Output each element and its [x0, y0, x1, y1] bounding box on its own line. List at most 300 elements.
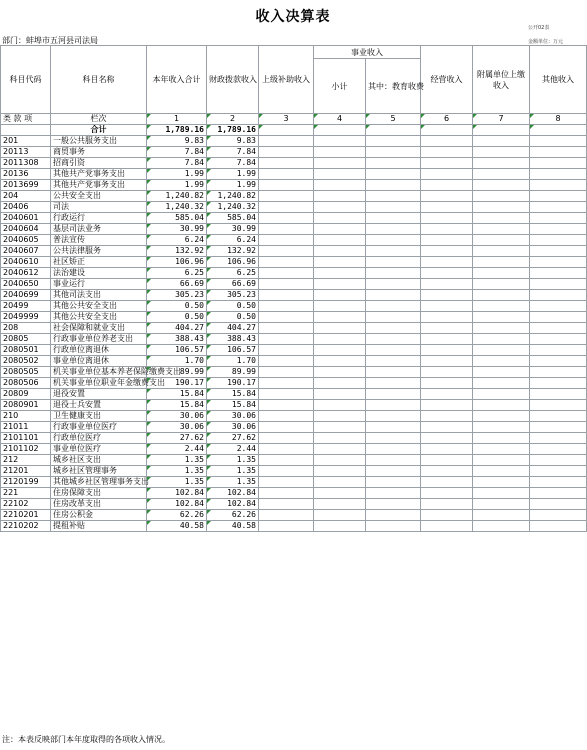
row-name: 行政单位医疗 [51, 433, 147, 444]
empty-cell [473, 257, 530, 268]
row-total: 1.35 [147, 477, 207, 488]
row-code: 212 [1, 455, 51, 466]
row-code: 2040607 [1, 246, 51, 257]
row-code: 2040699 [1, 290, 51, 301]
empty-cell [530, 191, 587, 202]
empty-cell [530, 477, 587, 488]
empty-cell [473, 411, 530, 422]
row-name: 事业单位医疗 [51, 444, 147, 455]
row-total: 1,240.32 [147, 202, 207, 213]
empty-cell [259, 499, 314, 510]
header-code: 科目代码 [1, 46, 51, 114]
row-total: 1,240.82 [147, 191, 207, 202]
table-row [1, 345, 587, 356]
row-fiscal: 102.84 [207, 499, 259, 510]
empty-cell [366, 158, 421, 169]
column-number-row [1, 114, 587, 125]
empty-cell [314, 499, 366, 510]
empty-cell [259, 312, 314, 323]
empty-cell [314, 257, 366, 268]
row-code: 2101102 [1, 444, 51, 455]
empty-cell [259, 191, 314, 202]
row-total: 106.57 [147, 345, 207, 356]
empty-cell [314, 367, 366, 378]
total-fiscal: 1,789.16 [207, 125, 259, 136]
empty-cell [366, 136, 421, 147]
empty-cell [421, 246, 473, 257]
empty-cell [259, 378, 314, 389]
empty-cell [473, 433, 530, 444]
row-code: 2080506 [1, 378, 51, 389]
empty-cell [259, 455, 314, 466]
row-name: 城乡社区支出 [51, 455, 147, 466]
empty-cell [530, 290, 587, 301]
row-total: 15.84 [147, 400, 207, 411]
row-name: 招商引资 [51, 158, 147, 169]
empty-cell [366, 147, 421, 158]
row-total: 585.04 [147, 213, 207, 224]
row-name: 卫生健康支出 [51, 411, 147, 422]
header-operating: 经营收入 [421, 46, 473, 114]
empty-cell [314, 488, 366, 499]
table-row [1, 356, 587, 367]
row-code: 2040605 [1, 235, 51, 246]
table-row [1, 334, 587, 345]
row-total: 1.99 [147, 169, 207, 180]
row-code: 2080901 [1, 400, 51, 411]
row-name: 住房公积金 [51, 510, 147, 521]
row-name: 其他城乡社区管理事务支出 [51, 477, 147, 488]
empty-cell [421, 268, 473, 279]
row-total: 15.84 [147, 389, 207, 400]
empty-cell [366, 169, 421, 180]
row-code: 20809 [1, 389, 51, 400]
table-row [1, 268, 587, 279]
empty-cell [473, 400, 530, 411]
row-fiscal: 190.17 [207, 378, 259, 389]
row-fiscal: 30.99 [207, 224, 259, 235]
empty-cell [473, 279, 530, 290]
row-name: 其他共产党事务支出 [51, 180, 147, 191]
empty-cell [259, 444, 314, 455]
empty-cell [314, 510, 366, 521]
empty-cell [259, 136, 314, 147]
footnote: 注：本表反映部门本年度取得的各项收入情况。 [2, 735, 170, 744]
row-fiscal: 106.96 [207, 257, 259, 268]
row-name: 普法宣传 [51, 235, 147, 246]
empty-cell [530, 455, 587, 466]
row-fiscal: 1,240.32 [207, 202, 259, 213]
row-total: 190.17 [147, 378, 207, 389]
row-fiscal: 132.92 [207, 246, 259, 257]
row-fiscal: 1,240.82 [207, 191, 259, 202]
table-row [1, 433, 587, 444]
empty-cell [421, 499, 473, 510]
empty-cell [473, 345, 530, 356]
empty-cell [314, 246, 366, 257]
empty-cell [530, 136, 587, 147]
empty-cell [473, 136, 530, 147]
empty-cell [530, 246, 587, 257]
empty-cell [473, 466, 530, 477]
row-code: 2080501 [1, 345, 51, 356]
row-total: 305.23 [147, 290, 207, 301]
empty-cell [366, 191, 421, 202]
empty-cell [259, 290, 314, 301]
empty-cell [259, 323, 314, 334]
row-name: 机关事业单位职业年金缴费支出 [51, 378, 147, 389]
empty-cell [530, 521, 587, 532]
empty-cell [421, 477, 473, 488]
empty-cell [314, 422, 366, 433]
empty-cell [421, 422, 473, 433]
empty-cell [421, 312, 473, 323]
empty-cell [530, 356, 587, 367]
col-no-6: 6 [421, 114, 473, 125]
row-name: 住房保障支出 [51, 488, 147, 499]
empty-cell [473, 444, 530, 455]
empty-cell [421, 466, 473, 477]
empty-cell [314, 147, 366, 158]
empty-cell [473, 312, 530, 323]
header-name: 科目名称 [51, 46, 147, 114]
empty-cell [530, 433, 587, 444]
header-subtotal: 小计 [314, 59, 366, 114]
empty-cell [473, 180, 530, 191]
empty-cell [314, 477, 366, 488]
empty-cell [259, 169, 314, 180]
row-fiscal: 15.84 [207, 389, 259, 400]
row-total: 1.99 [147, 180, 207, 191]
empty-cell [366, 268, 421, 279]
col-no-5: 5 [366, 114, 421, 125]
row-fiscal: 1.70 [207, 356, 259, 367]
empty-cell [530, 334, 587, 345]
empty-cell [421, 147, 473, 158]
row-fiscal: 1.35 [207, 477, 259, 488]
empty-cell [530, 422, 587, 433]
empty-cell [259, 246, 314, 257]
empty-cell [366, 499, 421, 510]
empty-cell [473, 356, 530, 367]
col-no-2: 2 [207, 114, 259, 125]
header-other: 其他收入 [530, 46, 587, 114]
empty-cell [421, 488, 473, 499]
empty-cell [259, 158, 314, 169]
row-code: 204 [1, 191, 51, 202]
row-name: 提租补贴 [51, 521, 147, 532]
row-fiscal: 7.84 [207, 147, 259, 158]
row-total: 89.99 [147, 367, 207, 378]
empty-cell [314, 521, 366, 532]
row-total: 2.44 [147, 444, 207, 455]
row-code: 20136 [1, 169, 51, 180]
table-row [1, 301, 587, 312]
empty-cell [314, 301, 366, 312]
row-total: 102.84 [147, 499, 207, 510]
empty-cell [366, 521, 421, 532]
row-total: 30.06 [147, 411, 207, 422]
row-total: 62.26 [147, 510, 207, 521]
empty-cell [473, 521, 530, 532]
row-fiscal: 2.44 [207, 444, 259, 455]
empty-cell [366, 433, 421, 444]
empty-cell [530, 202, 587, 213]
empty-cell [259, 400, 314, 411]
row-code: 20406 [1, 202, 51, 213]
empty-cell [530, 367, 587, 378]
total-row [1, 125, 587, 136]
empty-cell [314, 158, 366, 169]
empty-cell [530, 499, 587, 510]
row-fiscal: 1.99 [207, 169, 259, 180]
row-code: 22102 [1, 499, 51, 510]
empty-cell [259, 356, 314, 367]
empty-cell [314, 312, 366, 323]
table-row [1, 422, 587, 433]
row-code: 2210201 [1, 510, 51, 521]
empty-cell [366, 279, 421, 290]
empty-cell [421, 433, 473, 444]
row-total: 30.06 [147, 422, 207, 433]
table-body [1, 114, 587, 532]
empty-cell [473, 246, 530, 257]
row-name: 社区矫正 [51, 257, 147, 268]
empty-cell [421, 334, 473, 345]
row-name: 商贸事务 [51, 147, 147, 158]
table-row [1, 257, 587, 268]
header-superior: 上级补助收入 [259, 46, 314, 114]
table-row [1, 400, 587, 411]
table-row [1, 444, 587, 455]
empty-cell [366, 224, 421, 235]
header-business: 事业收入 [314, 46, 421, 59]
row-total: 132.92 [147, 246, 207, 257]
row-fiscal: 0.50 [207, 301, 259, 312]
empty-cell [421, 213, 473, 224]
empty-cell [314, 169, 366, 180]
row-name: 其他共产党事务支出 [51, 169, 147, 180]
table-row [1, 169, 587, 180]
row-total: 0.50 [147, 301, 207, 312]
row-code: 20113 [1, 147, 51, 158]
row-total: 1.35 [147, 455, 207, 466]
row-name: 退役安置 [51, 389, 147, 400]
table-row [1, 235, 587, 246]
empty-cell [366, 290, 421, 301]
empty-cell [473, 202, 530, 213]
empty-cell [530, 257, 587, 268]
empty-cell [259, 521, 314, 532]
row-code: 2040650 [1, 279, 51, 290]
row-total: 9.83 [147, 136, 207, 147]
row-fiscal: 305.23 [207, 290, 259, 301]
empty-cell [421, 444, 473, 455]
row-code: 2013699 [1, 180, 51, 191]
table-row [1, 411, 587, 422]
table-row [1, 455, 587, 466]
empty-cell [421, 290, 473, 301]
empty-cell [473, 323, 530, 334]
empty-cell [259, 422, 314, 433]
empty-cell [314, 323, 366, 334]
row-total: 1.35 [147, 466, 207, 477]
row-fiscal: 89.99 [207, 367, 259, 378]
empty-cell [530, 378, 587, 389]
table-row [1, 213, 587, 224]
empty-cell [314, 466, 366, 477]
row-code: 2080505 [1, 367, 51, 378]
empty-cell [314, 433, 366, 444]
empty-cell [366, 323, 421, 334]
empty-cell [421, 455, 473, 466]
row-name: 住房改革支出 [51, 499, 147, 510]
row-name: 公共法律服务 [51, 246, 147, 257]
table-row [1, 521, 587, 532]
row-name: 其他司法支出 [51, 290, 147, 301]
empty-cell [421, 191, 473, 202]
empty-cell [314, 356, 366, 367]
empty-cell [530, 400, 587, 411]
empty-cell [421, 521, 473, 532]
row-fiscal: 7.84 [207, 158, 259, 169]
row-code: 2101101 [1, 433, 51, 444]
empty-cell [421, 411, 473, 422]
row-fiscal: 0.50 [207, 312, 259, 323]
empty-cell [366, 213, 421, 224]
empty-cell [473, 301, 530, 312]
row-fiscal: 1.35 [207, 455, 259, 466]
empty-cell [259, 477, 314, 488]
lei-kuan-xiang: 类 款 项 [1, 114, 51, 125]
empty-cell [421, 510, 473, 521]
empty-cell [530, 213, 587, 224]
table-row [1, 224, 587, 235]
empty-cell [366, 180, 421, 191]
row-name: 司法 [51, 202, 147, 213]
row-total: 1.70 [147, 356, 207, 367]
empty-cell [473, 378, 530, 389]
row-name: 其他公共安全支出 [51, 301, 147, 312]
row-total: 7.84 [147, 147, 207, 158]
table-row [1, 147, 587, 158]
empty-cell [366, 334, 421, 345]
row-name: 事业单位离退休 [51, 356, 147, 367]
empty-cell [421, 301, 473, 312]
row-total: 106.96 [147, 257, 207, 268]
empty-cell [366, 367, 421, 378]
empty-cell [473, 389, 530, 400]
empty-cell [473, 213, 530, 224]
empty-cell [421, 224, 473, 235]
empty-cell [366, 257, 421, 268]
row-name: 法治建设 [51, 268, 147, 279]
row-code: 2040601 [1, 213, 51, 224]
empty-cell [473, 169, 530, 180]
empty-cell [530, 158, 587, 169]
header-edu-fee: 其中：教育收费 [366, 59, 421, 114]
row-fiscal: 1.35 [207, 466, 259, 477]
empty-cell [530, 301, 587, 312]
lanci-label: 栏次 [51, 114, 147, 125]
row-code: 2080502 [1, 356, 51, 367]
row-name: 社会保障和就业支出 [51, 323, 147, 334]
empty-cell [366, 235, 421, 246]
table-row [1, 202, 587, 213]
row-name: 行政事业单位养老支出 [51, 334, 147, 345]
empty-cell [530, 147, 587, 158]
row-fiscal: 585.04 [207, 213, 259, 224]
empty-cell [366, 356, 421, 367]
empty-cell [473, 268, 530, 279]
empty-cell [366, 378, 421, 389]
amount-unit: 金额单位：万元 [528, 39, 564, 45]
empty-cell [314, 334, 366, 345]
empty-cell [259, 411, 314, 422]
empty-cell [259, 389, 314, 400]
table-row [1, 290, 587, 301]
empty-cell [366, 202, 421, 213]
empty-cell [259, 213, 314, 224]
empty-cell [473, 235, 530, 246]
row-total: 0.50 [147, 312, 207, 323]
table-row [1, 191, 587, 202]
table-row [1, 367, 587, 378]
table-row [1, 499, 587, 510]
empty-cell [473, 147, 530, 158]
empty-cell [530, 268, 587, 279]
row-fiscal: 102.84 [207, 488, 259, 499]
empty-cell [530, 510, 587, 521]
empty-cell [421, 356, 473, 367]
row-code: 221 [1, 488, 51, 499]
row-fiscal: 106.57 [207, 345, 259, 356]
row-code: 2210202 [1, 521, 51, 532]
empty-cell [530, 169, 587, 180]
row-name: 行政单位离退休 [51, 345, 147, 356]
empty-cell [473, 510, 530, 521]
total-amount: 1,789.16 [147, 125, 207, 136]
col-no-7: 7 [473, 114, 530, 125]
row-code: 2120199 [1, 477, 51, 488]
empty-cell [314, 235, 366, 246]
row-code: 2040604 [1, 224, 51, 235]
row-total: 404.27 [147, 323, 207, 334]
empty-cell [421, 323, 473, 334]
empty-cell [473, 224, 530, 235]
empty-cell [314, 180, 366, 191]
empty-cell [259, 466, 314, 477]
empty-cell [314, 268, 366, 279]
empty-cell [314, 290, 366, 301]
empty-cell [366, 488, 421, 499]
row-name: 机关事业单位基本养老保险缴费支出 [51, 367, 147, 378]
empty-cell [259, 334, 314, 345]
department-label: 部门：蚌埠市五河县司法局 [2, 36, 98, 45]
empty-cell [473, 455, 530, 466]
empty-cell [473, 488, 530, 499]
row-total: 102.84 [147, 488, 207, 499]
empty-cell [259, 147, 314, 158]
empty-cell [473, 422, 530, 433]
empty-cell [314, 411, 366, 422]
empty-cell [259, 345, 314, 356]
header-fiscal: 财政拨款收入 [207, 46, 259, 114]
row-code: 210 [1, 411, 51, 422]
empty-cell [366, 477, 421, 488]
empty-cell [366, 422, 421, 433]
row-total: 7.84 [147, 158, 207, 169]
